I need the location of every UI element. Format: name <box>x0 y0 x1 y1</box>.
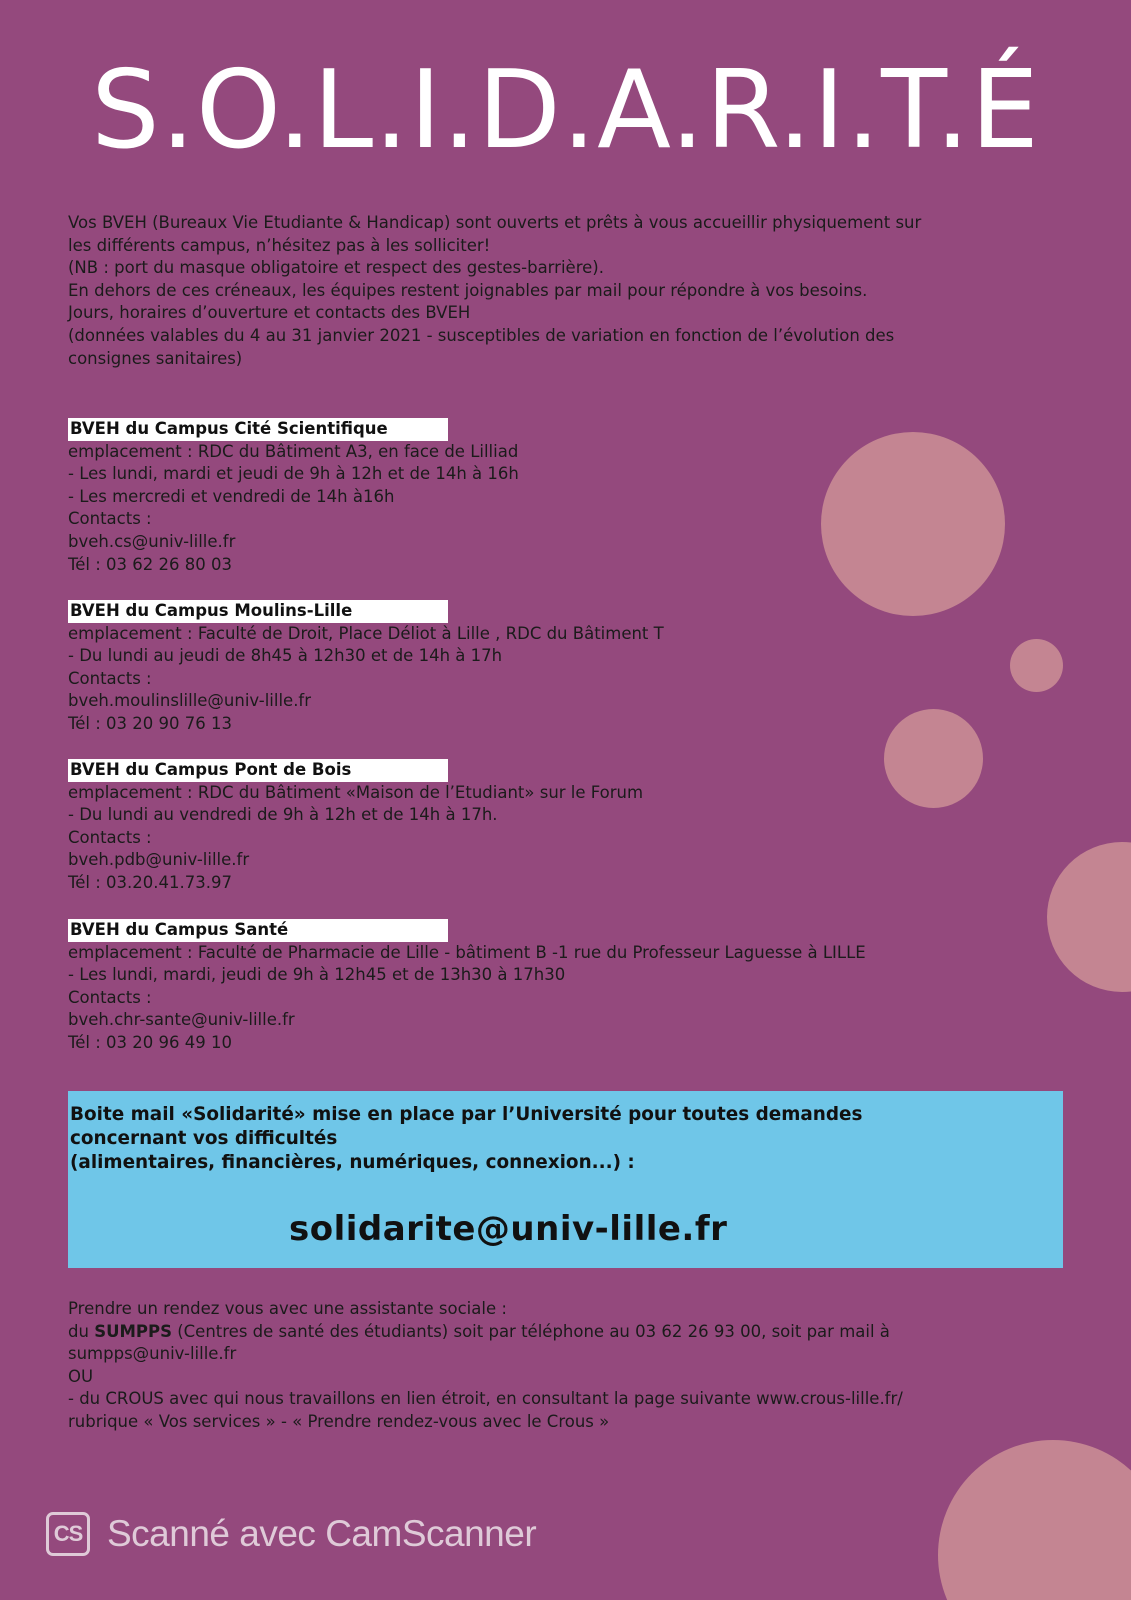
solidarity-message-line: Boite mail «Solidarité» mise en place par l’Université pour toutes demandes <box>70 1104 863 1125</box>
intro-line: En dehors de ces créneaux, les équipes restent joignables par mail pour répondre à vos besoins. <box>68 280 868 300</box>
solidarity-message-line: (alimentaires, financières, numériques, connexion...) : <box>70 1152 635 1173</box>
intro-line: consignes sanitaires) <box>68 348 243 368</box>
contacts-label: Contacts : <box>68 827 152 847</box>
campus-hours: - Du lundi au jeudi de 8h45 à 12h30 et de 14h à 17h <box>68 646 503 666</box>
campus-phone: Tél : 03 20 96 49 10 <box>68 1032 233 1052</box>
intro-line: Jours, horaires d’ouverture et contacts des BVEH <box>68 303 471 323</box>
campus-email: bveh.pdb@univ-lille.fr <box>68 850 250 870</box>
campus-sante <box>68 919 866 1055</box>
campus-hours: - Les lundi, mardi et jeudi de 9h à 12h et de 14h à 16h <box>68 464 519 484</box>
watermark-text: Scanné avec CamScanner <box>107 1513 537 1554</box>
appointment-line: - du CROUS avec qui nous travaillons en lien étroit, en consultant la page suivante www.crous-lille.fr/ <box>68 1389 903 1409</box>
campus-heading: BVEH du Campus Pont de Bois <box>68 759 448 782</box>
appointment-line: rubrique « Vos services » - « Prendre rendez-vous avec le Crous » <box>68 1411 610 1431</box>
solidarity-email: solidarite@univ-lille.fr <box>289 1209 728 1249</box>
contacts-label: Contacts : <box>68 668 152 688</box>
campus-heading: BVEH du Campus Moulins-Lille <box>68 600 448 623</box>
decorative-circle <box>1047 842 1131 992</box>
intro-line: Vos BVEH (Bureaux Vie Etudiante & Handicap) sont ouverts et prêts à vous accueillir physiquement sur <box>68 213 922 232</box>
camscanner-logo-icon: CS <box>46 1512 90 1556</box>
appointment-prefix: du <box>68 1321 95 1341</box>
appointment-or: OU <box>68 1366 94 1386</box>
campus-moulins-lille <box>68 600 828 736</box>
intro-line: (données valables du 4 au 31 janvier 2021 - susceptibles de variation en fonction de l’évolution des <box>68 325 895 345</box>
intro-paragraph <box>68 212 1068 370</box>
campus-location: emplacement : Faculté de Droit, Place Déliot à Lille , RDC du Bâtiment T <box>68 623 664 643</box>
campus-heading: BVEH du Campus Cité Scientifique <box>68 418 448 441</box>
contacts-label: Contacts : <box>68 987 152 1007</box>
campus-email: bveh.chr-sante@univ-lille.fr <box>68 1010 295 1030</box>
page-title: S.O.L.I.D.A.R.I.T.É <box>91 48 1040 173</box>
appointment-text: (Centres de santé des étudiants) soit par téléphone au 03 62 26 93 00, soit par mail à <box>171 1321 890 1341</box>
campus-heading: BVEH du Campus Santé <box>68 919 448 942</box>
campus-phone: Tél : 03 62 26 80 03 <box>68 554 233 574</box>
campus-email: bveh.cs@univ-lille.fr <box>68 531 236 551</box>
decorative-circle <box>884 709 983 808</box>
appointment-line <box>68 1321 1058 1344</box>
campus-pont-de-bois <box>68 759 828 895</box>
appointment-line: Prendre un rendez vous avec une assistante sociale : <box>68 1299 507 1318</box>
solidarity-message-line: concernant vos difficultés <box>70 1128 338 1149</box>
campus-phone: Tél : 03 20 90 76 13 <box>68 713 233 733</box>
camscanner-watermark <box>46 1509 536 1559</box>
campus-hours: - Du lundi au vendredi de 9h à 12h et de 14h à 17h. <box>68 805 498 825</box>
campus-email: bveh.moulinslille@univ-lille.fr <box>68 691 312 711</box>
campus-location: emplacement : Faculté de Pharmacie de Lille - bâtiment B -1 rue du Professeur Laguesse à LILLE <box>68 942 866 962</box>
campus-hours: - Les lundi, mardi, jeudi de 9h à 12h45 et de 13h30 à 17h30 <box>68 965 566 985</box>
intro-line: les différents campus, n’hésitez pas à les solliciter! <box>68 235 491 255</box>
campus-phone: Tél : 03.20.41.73.97 <box>68 872 233 892</box>
decorative-circle <box>938 1440 1131 1600</box>
social-assistant-appointment <box>68 1298 1058 1434</box>
contacts-label: Contacts : <box>68 509 152 529</box>
campus-hours: - Les mercredi et vendredi de 14h à16h <box>68 486 395 506</box>
campus-location: emplacement : RDC du Bâtiment «Maison de l’Etudiant» sur le Forum <box>68 782 644 802</box>
solidarity-mailbox-box <box>68 1091 1063 1268</box>
campus-location: emplacement : RDC du Bâtiment A3, en face de Lilliad <box>68 441 519 461</box>
decorative-circle <box>1010 639 1063 692</box>
sumpps-label: SUMPPS <box>94 1321 172 1341</box>
decorative-circle <box>821 432 1005 616</box>
intro-line: (NB : port du masque obligatoire et respect des gestes-barrière). <box>68 258 604 278</box>
sumpps-email: sumpps@univ-lille.fr <box>68 1344 237 1364</box>
campus-cite-scientifique <box>68 418 828 576</box>
